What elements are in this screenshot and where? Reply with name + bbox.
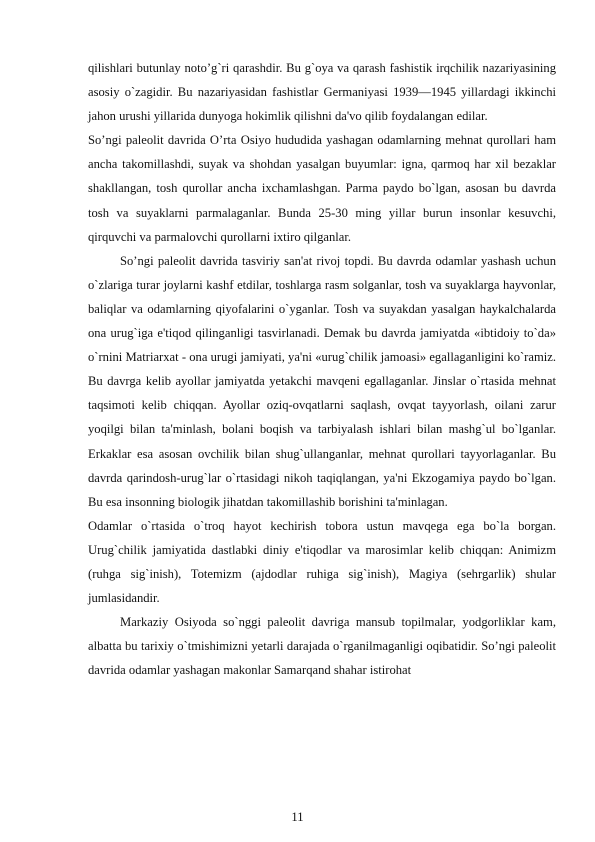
paragraph-2: So’ngi paleolit davrida O’rta Osiyo hududida yashagan odamlarning mehnat qurollari ham ancha takomillashdi, suyak va shohdan yasalgan buyumlar: igna, qarmoq har xil bezaklar shakllangan, tosh qurollar ancha ixchamlashgan. Parma paydo bo`lgan, asosan bu davrda tosh va suyaklarni parmalaganlar. Bunda 25-30 ming yillar burun insonlar kesuvchi, qirquvchi va parmalovchi qurollarni ixtiro qilganlar.	[88, 133, 556, 244]
document-page	[88, 56, 556, 682]
paragraph-4: Odamlar o`rtasida o`troq hayot kechirish tobora ustun mavqega ega bo`la borgan. Urug`chilik jamiyatida dastlabki diniy e'tiqodlar va marosimlar kelib chiqqan: Animizm (ruhga sig`inish), Totemizm (ajdodlar ruhiga sig`inish), Magiya (sehrgarlik) shular jumlasidandir.	[88, 518, 556, 606]
paragraph-5: Markaziy Osiyoda so`nggi paleolit davriga mansub topilmalar, yodgorliklar kam, albatta bu tarixiy o`tmishimizni yetarli darajada o`rganilmaganligi oqibatidir. So’ngi paleolit davrida odamlar yashagan makonlar Samarqand shahar istirohat	[88, 615, 556, 678]
paragraph-3: So’ngi paleolit davrida tasviriy san'at rivoj topdi. Bu davrda odamlar yashash uchun o`zlariga turar joylarni kashf etdilar, toshlarga rasm solganlar, tosh va suyaklarga hayvonlar, baliqlar va odamlarning qiyofalarini o`yganlar. Tosh va suyakdan yasalgan haykalchalarda ona urug`iga e'tiqod qilinganligi tasvirlanadi. Demak bu davrda jamiyatda «ibtidoiy to`da» o`rnini Matriarxat - ona urugi jamiyati, ya'ni «urug`chilik jamoasi» egallaganligini ko`ramiz. Bu davrga kelib ayollar jamiyatda yetakchi mavqeni egallaganlar. Jinslar o`rtasida mehnat taqsimoti kelib chiqqan. Ayollar oziq-ovqatlarni saqlash, ovqat tayyorlash, oilani zarur yoqilgi bilan ta'minlash, bolani boqish va tarbiyalash ishlari bilan mashg`ul bo`lganlar. Erkaklar esa asosan ovchilik bilan shug`ullanganlar, mehnat qurollari tayyorlaganlar. Bu davrda qarindosh-urug`lar o`rtasidagi nikoh taqiqlangan, ya'ni Ekzogamiya paydo bo`lgan. Bu esa insonning biologik jihatdan takomillashib borishini ta'minlagan.	[88, 253, 556, 509]
paragraph-1: qilishlari butunlay noto’g`ri qarashdir. Bu g`oya va qarash fashistik irqchilik nazariyasining asosiy o`zagidir. Bu nazariyasidan fashistlar Germaniyasi 1939—1945 yillardagi ikkinchi jahon urushi yillarida dunyoga hokimlik qilishni da'vo qilib foydalangan edilar.	[88, 61, 556, 124]
page-number: 11	[291, 810, 304, 824]
